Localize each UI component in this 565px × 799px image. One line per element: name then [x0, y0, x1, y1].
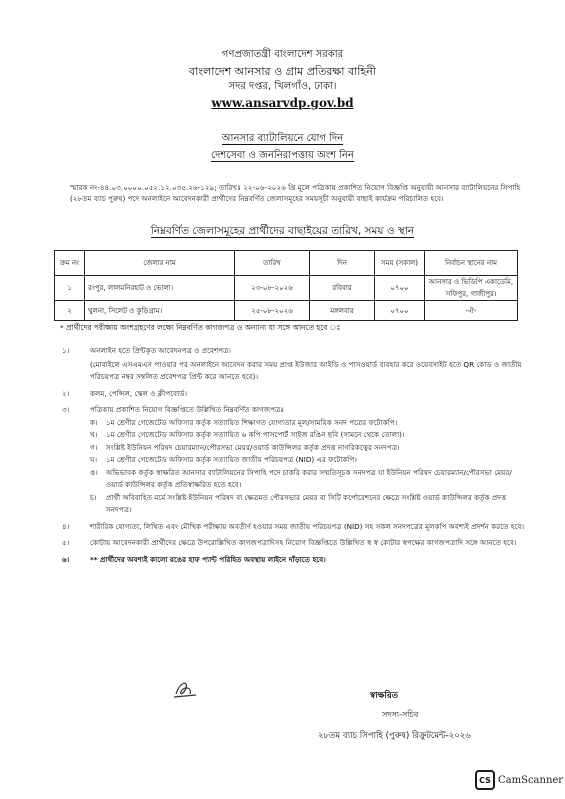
signature-recruitment: ২৮তম ব্যাচ সিপাহি (পুরুষ) রিক্রুটমেন্ট-২০২৬ — [318, 731, 471, 741]
camscanner-logo-icon: CS — [475, 770, 495, 790]
list-item — [56, 521, 526, 534]
signature-scribble — [172, 678, 198, 700]
sub-item-number: ঘ। — [90, 455, 98, 464]
header-government: গণপ্রজাতন্ত্রী বাংলাদেশ সরকার — [221, 49, 344, 60]
sub-item — [90, 454, 526, 467]
requirements-note: * প্রার্থীদের পরীক্ষায় অংশগ্রহণের লক্ষ্যে নিম্নবর্ণিত কাগজপত্র ও অন্যান্য যা সঙ্গে আনতে হবে ঃ — [60, 323, 341, 332]
sub-item-text: প্রার্থী অবিবাহিত মর্মে সংশ্লিষ্ট ইউনিয়ন পরিষদ বা ক্ষেত্রমত পৌরসভার মেয়র বা সিটি কর্পোরেশনের ক্ষেত্রে সংশ্লিষ্ট ওয়ার্ড কাউন্সিলর কর্তৃক প্রদত্ত সনদপত্র। — [106, 492, 507, 514]
item-number: ৪। — [62, 521, 70, 531]
table-header-cell: তারিখ — [235, 251, 310, 276]
table-header-cell: নির্বাচন স্থানের নাম — [425, 251, 518, 276]
signature-signed: স্বাক্ষরিত — [370, 691, 399, 701]
header-address: সদর দপ্তর, খিলগাঁও, ঢাকা। — [228, 81, 337, 92]
sub-item-number: ক। — [90, 417, 98, 427]
sub-item-number: গ। — [90, 442, 98, 452]
table-cell: ০৭০০ — [375, 276, 425, 301]
header-organization: বাংলাদেশ আনসার ও গ্রাম প্রতিরক্ষা বাহিনী — [189, 65, 376, 78]
table-header-cell: জেলার নাম — [85, 251, 235, 276]
list-item — [56, 537, 526, 550]
item-text: শারীরিক যোগ্যতা, লিখিত এবং মৌখিক পরীক্ষায় অবতীর্ণ হওয়ার সময় জাতীয় পরিচয়পত্র (NID) সহ সকল সনদপত্রের মূলকপি অবশ্যই প্রদর্শন করতে হবে। — [90, 521, 525, 531]
table-header-cell: দিন — [310, 251, 375, 276]
sub-item-number: চ। — [90, 492, 97, 502]
table-cell: রংপুর, লালমনিরহাট ও ভোলা। — [85, 276, 235, 301]
camscanner-watermark — [475, 770, 563, 790]
table-cell: আনসার ও ভিডিপি একাডেমি, সফিপুর, গাজীপুর। — [425, 276, 518, 301]
sub-item-text: ১ম শ্রেণীর গেজেটেড অফিসার কর্তৃক সত্যায়িত ৬ কপি পাসপোর্ট সাইজ রঙিন ছবি (সামনে থেকে তোলা)। — [106, 430, 405, 439]
sub-item-text: অভিভাবক কর্তৃক স্বাক্ষরিত আনসার ব্যাটালিয়নের সিপাহি পদে চাকরি করার সম্মতিসূচক সনদপত্র যা ইউনিয়ন পরিষদ চেয়ারম্যান/পৌরসভা মেয়র/ওয়ার্ড কাউন্সিলর কর্তৃক প্রতিস্বাক্ষরিত হতে হবে। — [106, 467, 512, 489]
item-text: (মোবাইলে এসএমএস পাওয়ার পর অনলাইনে আবেদন করার সময় প্রাপ্ত ইউজার আইডি ও পাসওয়ার্ড ব্যবহার করে ওয়েবসাইট হতে QR কোড ও জাতীয় পরিচয়পত্র নম্বর সম্বলিত প্রবেশপত্র প্রিন্ট করে আনতে হবে)। — [90, 359, 522, 381]
schedule-table — [54, 250, 518, 321]
sub-item — [90, 429, 526, 442]
table-cell: মঙ্গলবার — [310, 301, 375, 321]
camscanner-text: CamScanner — [498, 774, 564, 786]
sub-item-number: ঙ। — [90, 467, 98, 477]
table-row — [55, 301, 518, 321]
table-cell: ১ — [55, 276, 85, 301]
sub-item — [90, 442, 526, 455]
sub-item-text: ১ম শ্রেণীর গেজেটেড অফিসার কর্তৃক সত্যায়িত শিক্ষাগত যোগ্যতার মূল/সাময়িক সনদ পত্রের ফটোকপি। — [106, 417, 398, 427]
item-text: অনলাইন হতে প্রিন্টকৃত আবেদনপত্র ও প্রবেশপত্র। — [90, 346, 231, 355]
sub-item-text: ১ম শ্রেণীর গেজেটেড অফিসার কর্তৃক সত্যায়িত জাতীয় পরিচয়পত্র (NID) এর ফটোকপি। — [106, 455, 357, 464]
item-text: কোটায় আবেদনকারী প্রার্থীদের ক্ষেত্রে উপরোল্লিখিত কাগজপত্রাদিসহ নিয়োগ বিজ্ঞপ্তিতে উল্লিখিত স্ব স্ব কোটার স্বপক্ষের কাগজপত্রাদি সঙ্গে আনতে হবে। — [90, 538, 517, 547]
slogan-1: আনসার ব্যাটালিয়নে যোগ দিন — [221, 133, 344, 144]
list-item — [56, 404, 526, 517]
table-cell: খুলনা, সিলেট ও কুড়িগ্রাম। — [85, 301, 235, 321]
table-cell: ২৩-০৮-২০২৬ — [235, 276, 310, 301]
memo-paragraph: স্মারক নং-৪৪.০৩.০০০০.০৫২.১২.০৩৫.২৬-১২৯; তারিখঃ ২২-০৬-২০২৬ খ্রি মূলে পত্রিকায় প্রকাশিত নিয়োগ বিজ্ঞপ্তি অনুযায়ী আনসার ব্যাটালিয়নের সিপাহি (২৮তম ব্যাচ পুরুষ) পদে অনলাইনে আবেদনকারী প্রার্থীদের নিম্নবর্ণিত জেলাসমূহের সময়সূচী অনুযায়ী বাছাই কার্যক্রম পরিচালিত হবে। — [70, 183, 521, 203]
table-header-cell: ক্রম নং — [55, 251, 85, 276]
sub-item-number: খ। — [90, 430, 98, 439]
table-header-row — [55, 251, 518, 276]
header-website: www.ansarvdp.gov.bd — [211, 96, 354, 110]
item-number: ২। — [62, 388, 70, 398]
item-number: ৩। — [62, 405, 70, 414]
sub-item — [90, 467, 526, 492]
table-header-cell: সময় (সকাল) — [375, 251, 425, 276]
table-cell: রবিবার — [310, 276, 375, 301]
list-item — [56, 554, 526, 567]
schedule-title: নিম্নবর্ণিত জেলাসমূহের প্রার্থীদের বাছাইয়ের তারিখ, সময় ও স্থান — [150, 225, 415, 237]
requirements-list — [56, 345, 526, 570]
item-text: কলম, পেন্সিল, স্কেল ও ক্লীপবোর্ড। — [90, 388, 188, 398]
signature-designation: সদস্য-সচিব — [382, 710, 419, 719]
item-number: ৬। — [62, 554, 70, 564]
table-cell: ২ — [55, 301, 85, 321]
list-item — [56, 359, 526, 384]
table-row — [55, 276, 518, 301]
list-item — [56, 345, 526, 358]
list-item — [56, 388, 526, 401]
item-text: ** প্রার্থীদের অবশ্যই কালো রঙের হাফ প্যান্ট পরিহিত অবস্থায় লাইনে দাঁড়াতে হবে। — [90, 554, 326, 564]
sub-item-text: সংশ্লিষ্ট ইউনিয়ন পরিষদ চেয়ারম্যান/পৌরসভা মেয়র/ওয়ার্ড কাউন্সিলর কর্তৃক প্রদত্ত নাগরিকত্বের সনদপত্র। — [106, 442, 400, 452]
slogan-2: দেশসেবা ও জননিরাপত্তায় অংশ নিন — [211, 150, 354, 161]
table-cell: ০৭০০ — [375, 301, 425, 321]
item-text: পত্রিকায় প্রকাশিত নিয়োগ বিজ্ঞপ্তিতে উল্লিখিত নিম্নবর্ণিত কাগজপত্রঃ — [90, 405, 285, 414]
table-cell: -ঐ- — [425, 301, 518, 321]
item-number: ৫। — [62, 538, 70, 547]
sub-item — [90, 492, 526, 517]
item-number: ১। — [62, 346, 70, 355]
table-cell: ২৫-০৮-২০২৬ — [235, 301, 310, 321]
sub-item — [90, 417, 526, 430]
